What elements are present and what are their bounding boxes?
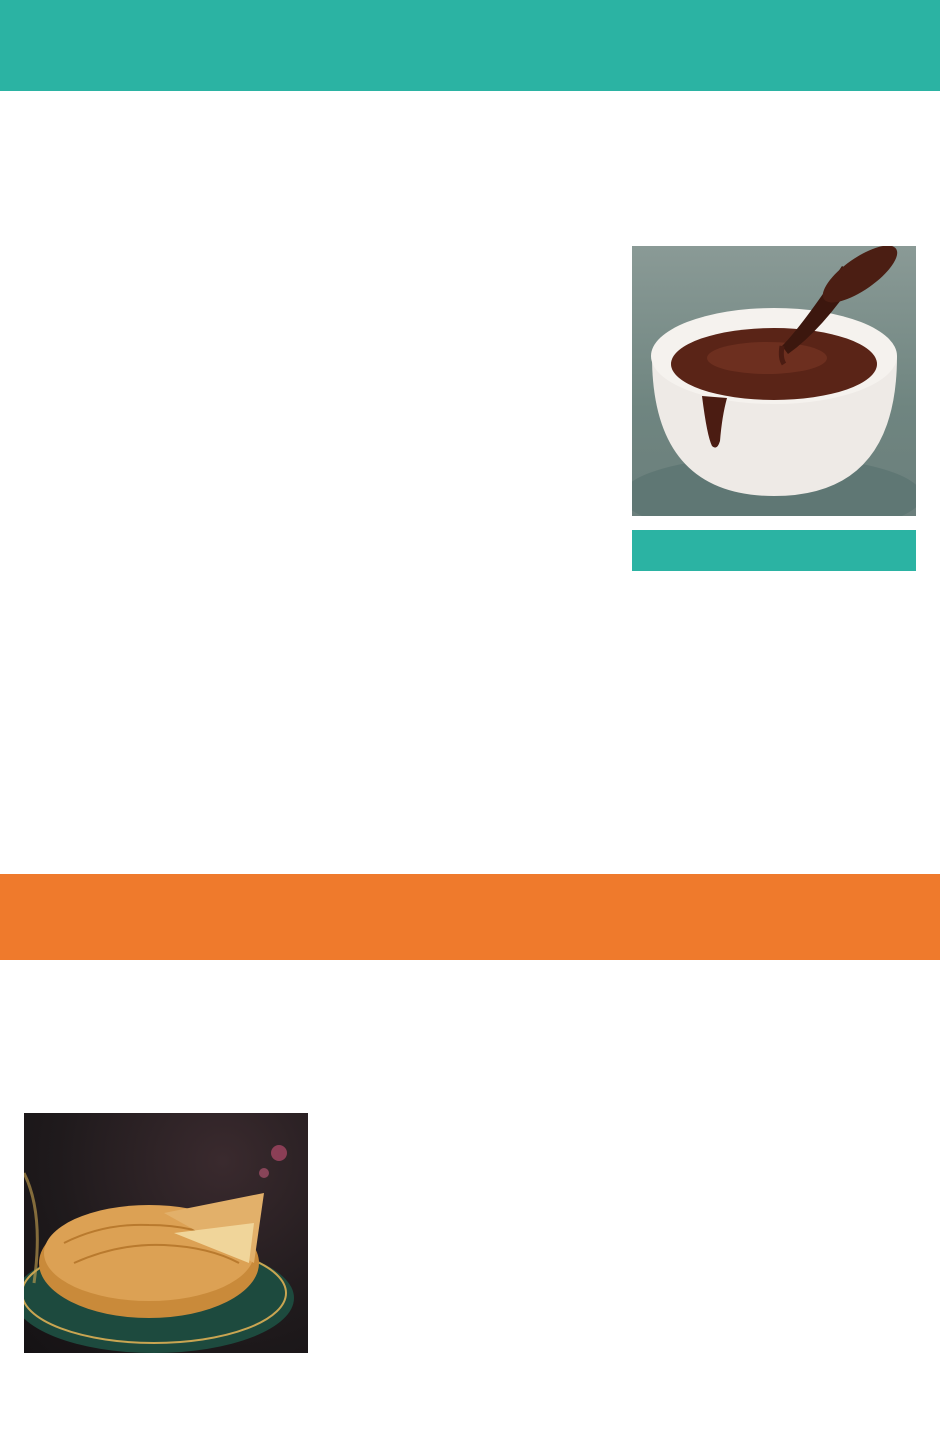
header-band: [0, 0, 940, 91]
galettes-band: [0, 874, 940, 960]
chocolate-sauce-photo: [632, 246, 916, 516]
galette-photo: [24, 1113, 308, 1353]
galette-icon: [24, 1113, 308, 1353]
epicerie-banner: [632, 530, 916, 571]
sauce-bowl-icon: [632, 246, 916, 516]
